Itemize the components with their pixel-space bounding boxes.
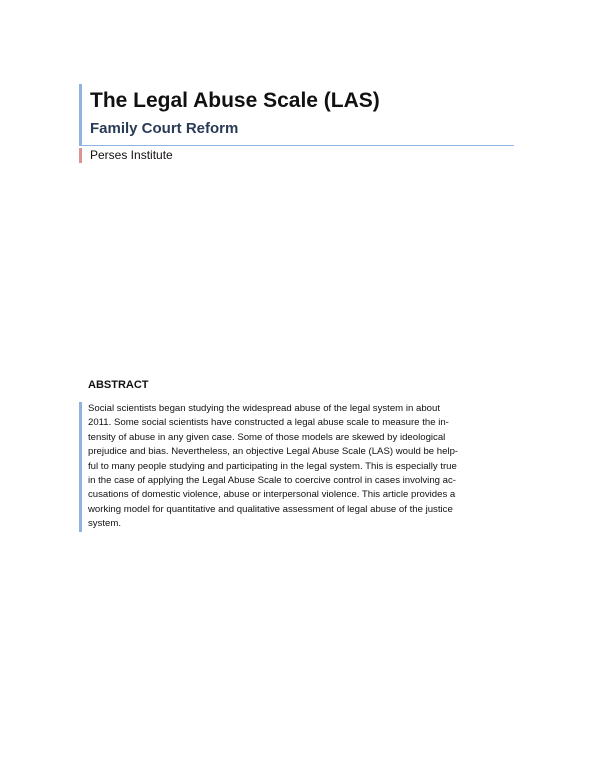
- abstract-line: ful to many people studying and participating in the legal system. This is especially true: [88, 460, 457, 472]
- document-author: Perses Institute: [79, 148, 173, 163]
- abstract-line: Social scientists began studying the widespread abuse of the legal system in about: [88, 403, 440, 414]
- title-block: [79, 84, 514, 146]
- abstract-line: in the case of applying the Legal Abuse Scale to coercive control in cases involving ac-: [88, 475, 456, 487]
- abstract-line: system.: [88, 518, 122, 530]
- abstract-line: working model for quantitative and qualitative assessment of legal abuse of the justice: [88, 503, 453, 515]
- abstract-line: prejudice and bias. Nevertheless, an objective Legal Abuse Scale (LAS) would be help-: [88, 446, 459, 458]
- abstract-line: tensity of abuse in any given case. Some of those models are skewed by ideological: [88, 431, 446, 443]
- document-title: The Legal Abuse Scale (LAS): [90, 89, 380, 112]
- abstract-heading: ABSTRACT: [88, 379, 149, 391]
- abstract-line: 2011. Some social scientists have constructed a legal abuse scale to measure the in-: [88, 417, 449, 429]
- document-subtitle: Family Court Reform: [90, 120, 239, 137]
- abstract-line: cusations of domestic violence, abuse or interpersonal violence. This article provides a: [88, 489, 456, 501]
- abstract-body: [79, 402, 513, 532]
